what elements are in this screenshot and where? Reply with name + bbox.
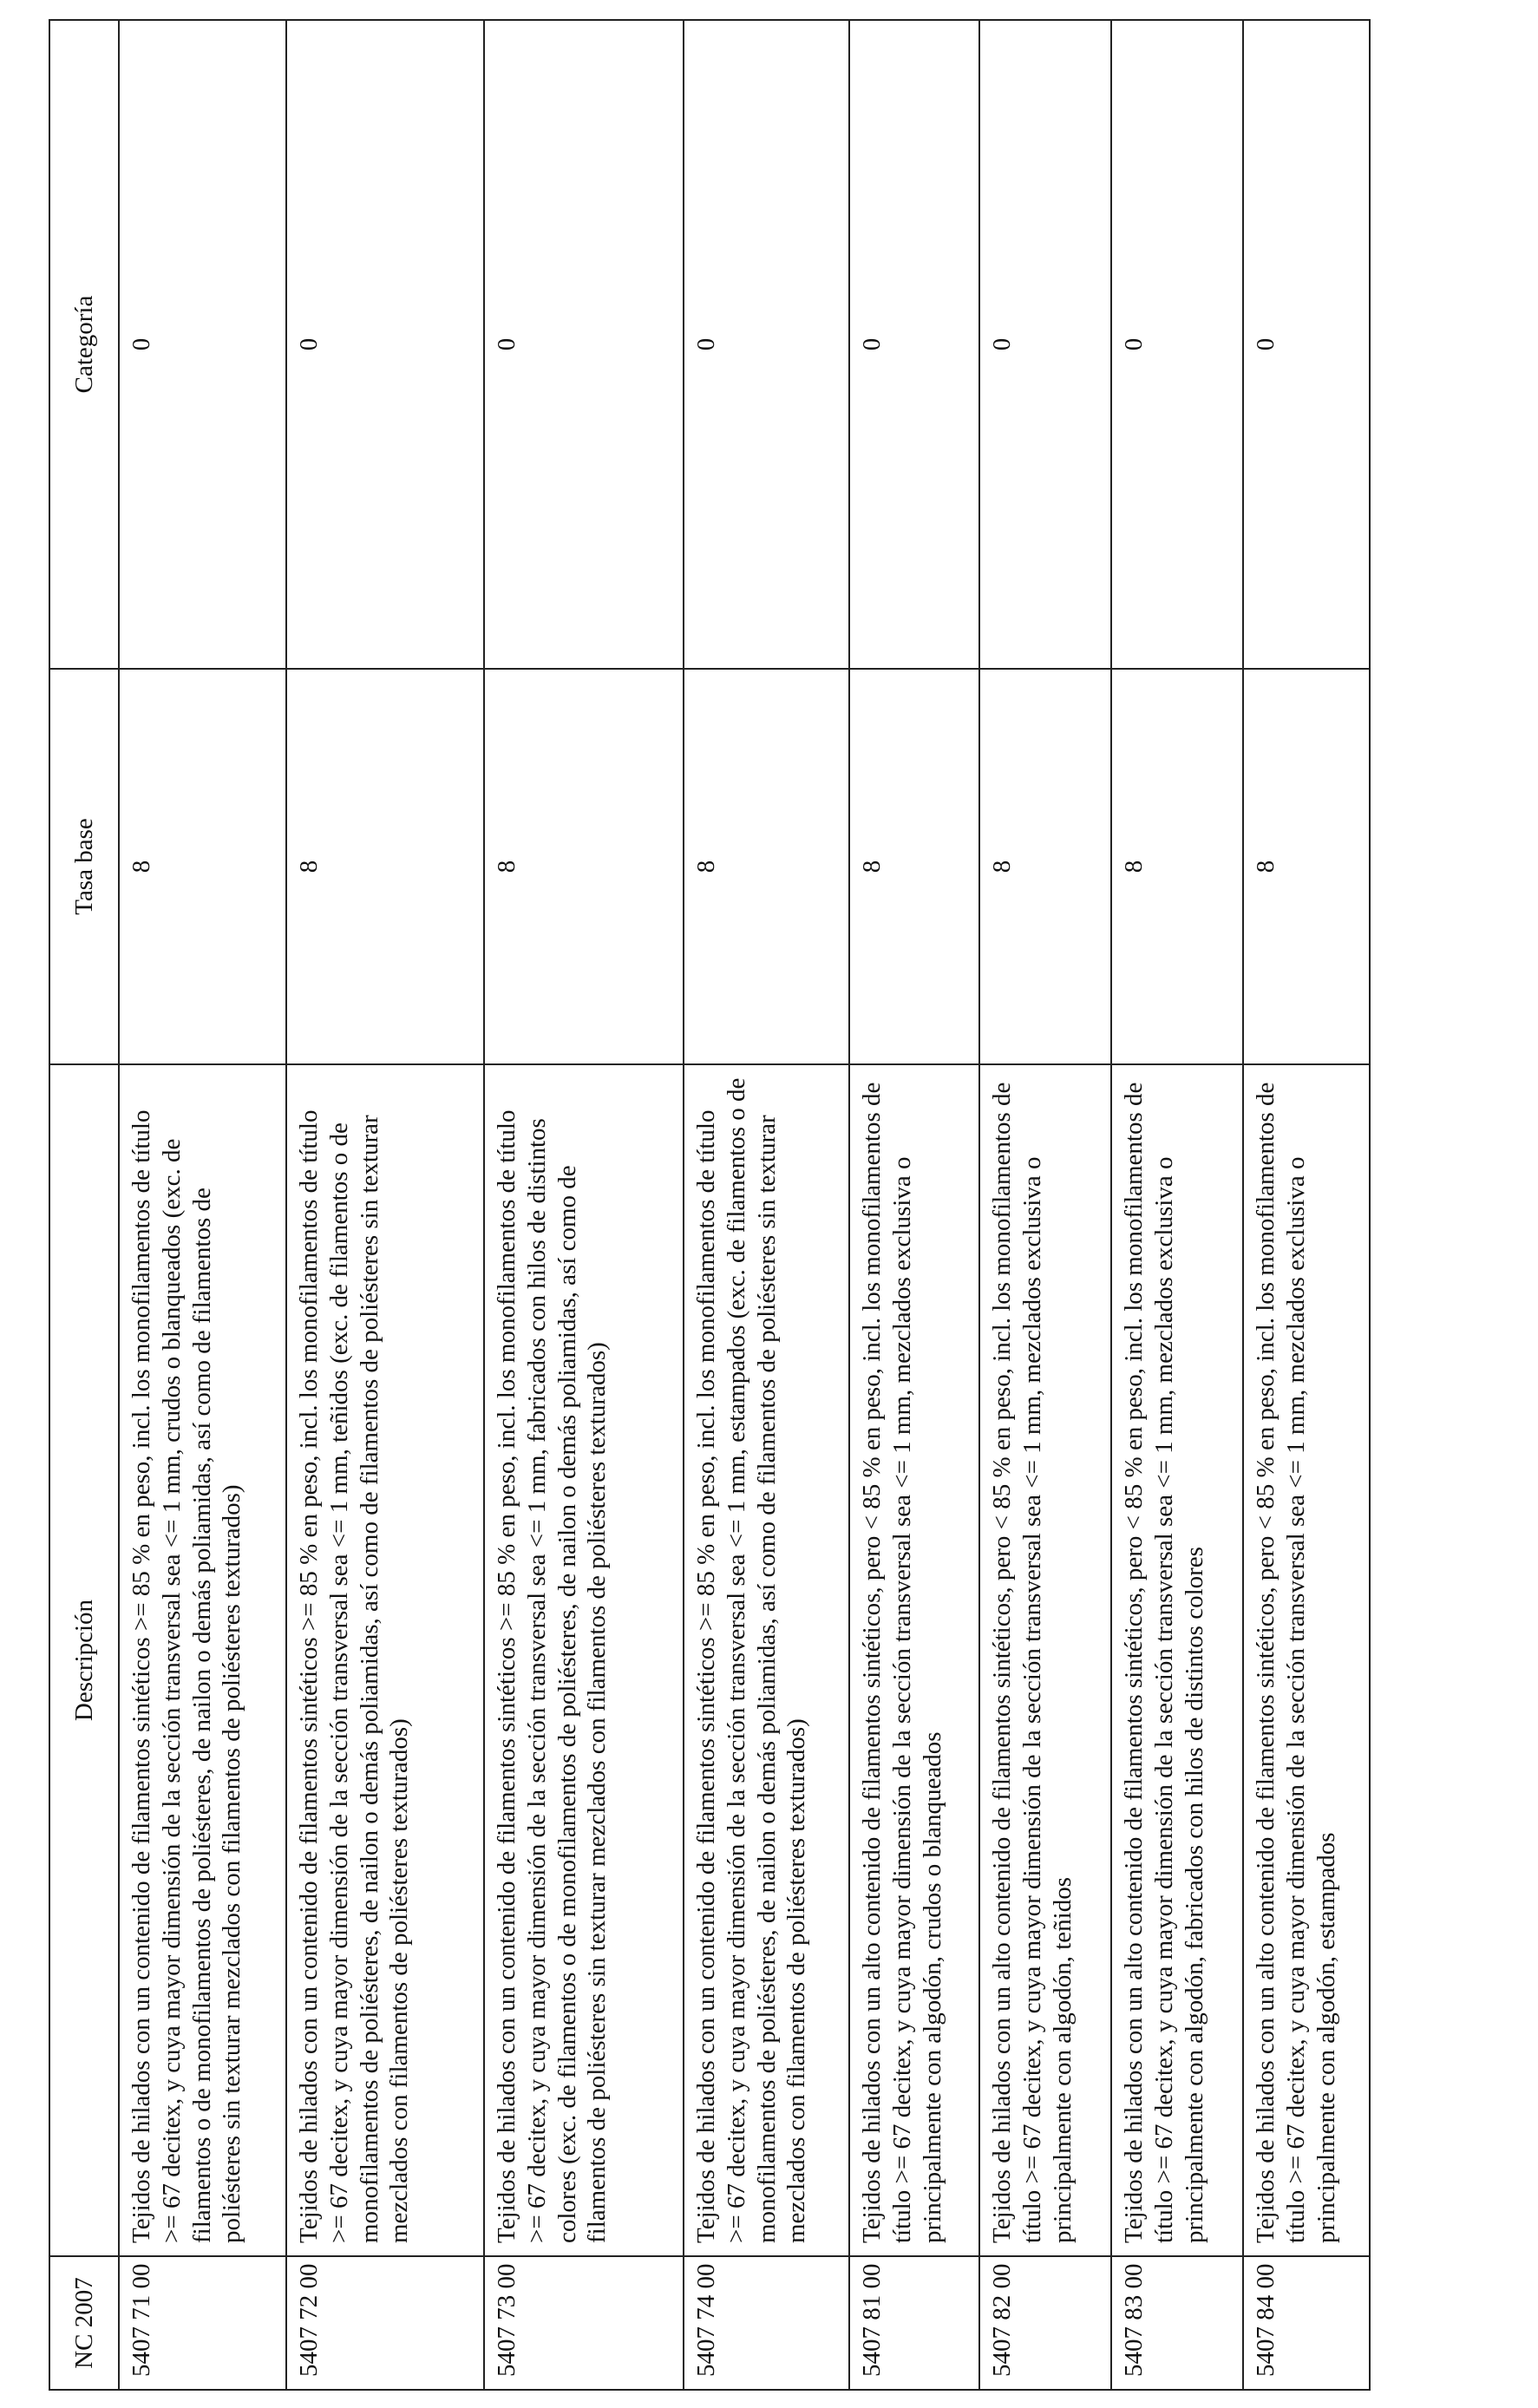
row-code: 5407 82 00 bbox=[979, 2256, 1111, 2390]
row-description: Tejidos de hilados con un alto contenido de filamentos sintéticos, pero < 85 % en peso, incl. los monofilamentos de título >= 67 decitex, y cuya mayor dimensión de la sección transversal sea <= 1 mm, mezclados exclusiva o principalmente con algodón, teñidos bbox=[979, 1064, 1111, 2256]
row-category: 0 bbox=[1243, 20, 1370, 669]
row-rate: 8 bbox=[849, 669, 979, 1064]
header-code: NC 2007 bbox=[49, 2256, 119, 2390]
row-code: 5407 73 00 bbox=[484, 2256, 684, 2390]
tariff-table bbox=[49, 19, 1371, 2391]
row-category: 0 bbox=[286, 20, 484, 669]
header-row bbox=[49, 20, 119, 2390]
row-category: 0 bbox=[684, 20, 849, 669]
row-code: 5407 71 00 bbox=[119, 2256, 286, 2390]
row-category: 0 bbox=[849, 20, 979, 669]
table-row bbox=[484, 20, 684, 2390]
row-category: 0 bbox=[484, 20, 684, 669]
row-description: Tejidos de hilados con un alto contenido de filamentos sintéticos, pero < 85 % en peso, incl. los monofilamentos de título >= 67 decitex, y cuya mayor dimensión de la sección transversal sea <= 1 mm, mezclados exclusiva o principalmente con algodón, crudos o blanqueados bbox=[849, 1064, 979, 2256]
row-description: Tejidos de hilados con un contenido de filamentos sintéticos >= 85 % en peso, incl. los monofilamentos de título >= 67 decitex, y cuya mayor dimensión de la sección transversal sea <= 1 mm, estampados (exc. de filamentos o de monofilamentos de poliésteres, de nailon o demás poliamidas, así como de filamentos de poliésteres sin texturar mezclados con filamentos de poliésteres texturados) bbox=[684, 1064, 849, 2256]
header-category: Categoría bbox=[49, 20, 119, 669]
table-row bbox=[1111, 20, 1243, 2390]
row-rate: 8 bbox=[286, 669, 484, 1064]
row-description: Tejidos de hilados con un contenido de filamentos sintéticos >= 85 % en peso, incl. los monofilamentos de título >= 67 decitex, y cuya mayor dimensión de la sección transversal sea <= 1 mm, teñidos (exc. de filamentos o de monofilamentos de poliésteres, de nailon o demás poliamidas, así como de filamentos de poliésteres sin texturar mezclados con filamentos de poliésteres texturados) bbox=[286, 1064, 484, 2256]
row-code: 5407 83 00 bbox=[1111, 2256, 1243, 2390]
row-description: Tejidos de hilados con un alto contenido de filamentos sintéticos, pero < 85 % en peso, incl. los monofilamentos de título >= 67 decitex, y cuya mayor dimensión de la sección transversal sea <= 1 mm, mezclados exclusiva o principalmente con algodón, estampados bbox=[1243, 1064, 1370, 2256]
row-category: 0 bbox=[979, 20, 1111, 669]
table-row bbox=[119, 20, 286, 2390]
row-code: 5407 74 00 bbox=[684, 2256, 849, 2390]
row-rate: 8 bbox=[484, 669, 684, 1064]
row-category: 0 bbox=[1111, 20, 1243, 669]
header-rate: Tasa base bbox=[49, 669, 119, 1064]
rotated-page bbox=[49, 21, 1357, 2391]
row-code: 5407 72 00 bbox=[286, 2256, 484, 2390]
table-row bbox=[1243, 20, 1370, 2390]
row-rate: 8 bbox=[1111, 669, 1243, 1064]
table-row bbox=[286, 20, 484, 2390]
row-description: Tejidos de hilados con un alto contenido de filamentos sintéticos, pero < 85 % en peso, incl. los monofilamentos de título >= 67 decitex, y cuya mayor dimensión de la sección transversal sea <= 1 mm, mezclados exclusiva o principalmente con algodón, fabricados con hilos de distintos colores bbox=[1111, 1064, 1243, 2256]
row-rate: 8 bbox=[684, 669, 849, 1064]
row-category: 0 bbox=[119, 20, 286, 669]
row-rate: 8 bbox=[1243, 669, 1370, 1064]
row-code: 5407 81 00 bbox=[849, 2256, 979, 2390]
row-rate: 8 bbox=[979, 669, 1111, 1064]
header-description: Descripción bbox=[49, 1064, 119, 2256]
table-row bbox=[979, 20, 1111, 2390]
row-description: Tejidos de hilados con un contenido de filamentos sintéticos >= 85 % en peso, incl. los monofilamentos de título >= 67 decitex, y cuya mayor dimensión de la sección transversal sea <= 1 mm, crudos o blanqueados (exc. de filamentos o de monofilamentos de poliésteres, de nailon o demás poliamidas, así como de filamentos de poliésteres sin texturar mezclados con filamentos de poliésteres texturados) bbox=[119, 1064, 286, 2256]
row-description: Tejidos de hilados con un contenido de filamentos sintéticos >= 85 % en peso, incl. los monofilamentos de título >= 67 decitex, y cuya mayor dimensión de la sección transversal sea <= 1 mm, fabricados con hilos de distintos colores (exc. de filamentos o de monofilamentos de poliésteres, de nailon o demás poliamidas, así como de filamentos de poliésteres sin texturar mezclados con filamentos de poliésteres texturados) bbox=[484, 1064, 684, 2256]
table-row bbox=[849, 20, 979, 2390]
row-rate: 8 bbox=[119, 669, 286, 1064]
table-row bbox=[684, 20, 849, 2390]
row-code: 5407 84 00 bbox=[1243, 2256, 1370, 2390]
